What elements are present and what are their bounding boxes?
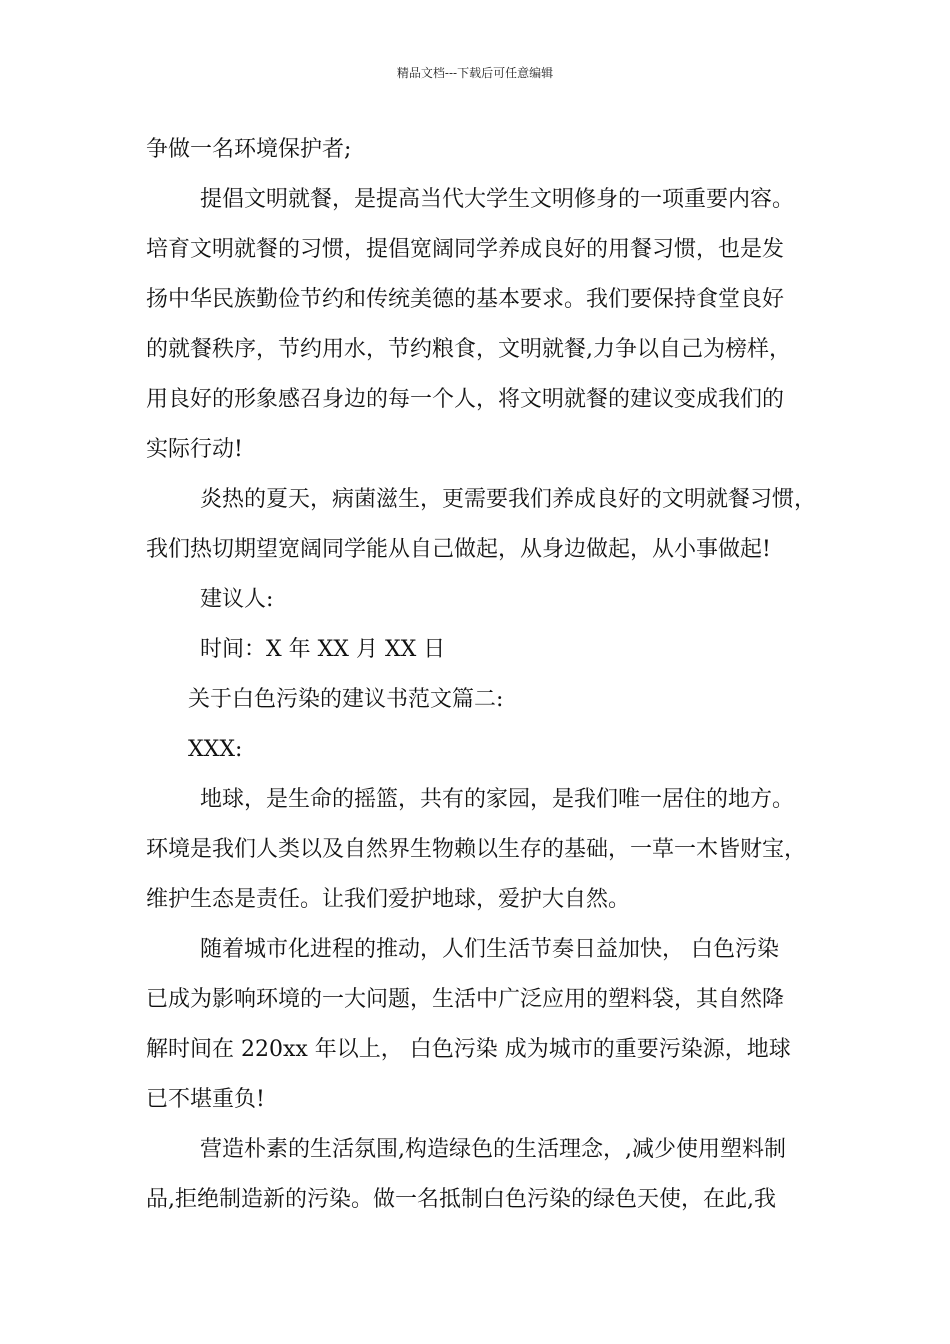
text-line: 解时间在 220xx 年以上， 白色污染 成为城市的重要污染源，地球	[146, 1037, 791, 1062]
text-line: 营造朴素的生活氛围,构造绿色的生活理念，,减少使用塑料制	[200, 1137, 786, 1162]
text-line: 的就餐秩序，节约用水，节约粮食，文明就餐,力争以自己为榜样，	[146, 337, 791, 362]
signer-label: 建议人:	[200, 587, 274, 612]
date-line: 时间：X 年 XX 月 XX 日	[200, 637, 446, 662]
text-line: 随着城市化进程的推动，人们生活节奏日益加快， 白色污染	[200, 937, 779, 962]
page-header: 精品文档---下载后可任意编辑	[396, 66, 554, 80]
salutation: XXX:	[188, 737, 243, 762]
text-line: 用良好的形象感召身边的每一个人，将文明就餐的建议变成我们的	[146, 387, 785, 412]
text-line: 品,拒绝制造新的污染。做一名抵制白色污染的绿色天使，在此,我	[146, 1187, 776, 1212]
text-line: 我们热切期望宽阔同学能从自己做起，从身边做起，从小事做起!	[146, 537, 771, 562]
text-line: 炎热的夏天，病菌滋生，更需要我们养成良好的文明就餐习惯，	[200, 487, 817, 512]
text-line: 培育文明就餐的习惯，提倡宽阔同学养成良好的用餐习惯，也是发	[146, 237, 785, 262]
text-line: 扬中华民族勤俭节约和传统美德的基本要求。我们要保持食堂良好	[146, 287, 785, 312]
text-line: 环境是我们人类以及自然界生物赖以生存的基础，一草一木皆财宝，	[146, 837, 807, 862]
text-line: 维护生态是责任。让我们爱护地球，爱护大自然。	[146, 887, 631, 912]
text-line: 实际行动!	[146, 437, 243, 462]
text-line: 地球，是生命的摇篮，共有的家园，是我们唯一居住的地方。	[200, 787, 795, 812]
text-line: 已不堪重负!	[146, 1087, 265, 1112]
section-title: 关于白色污染的建议书范文篇二:	[188, 687, 504, 712]
text-line: 提倡文明就餐，是提高当代大学生文明修身的一项重要内容。	[200, 187, 795, 212]
text-line: 已成为影响环境的一大问题，生活中广泛应用的塑料袋，其自然降	[146, 987, 785, 1012]
text-line: 争做一名环境保护者;	[146, 137, 352, 162]
